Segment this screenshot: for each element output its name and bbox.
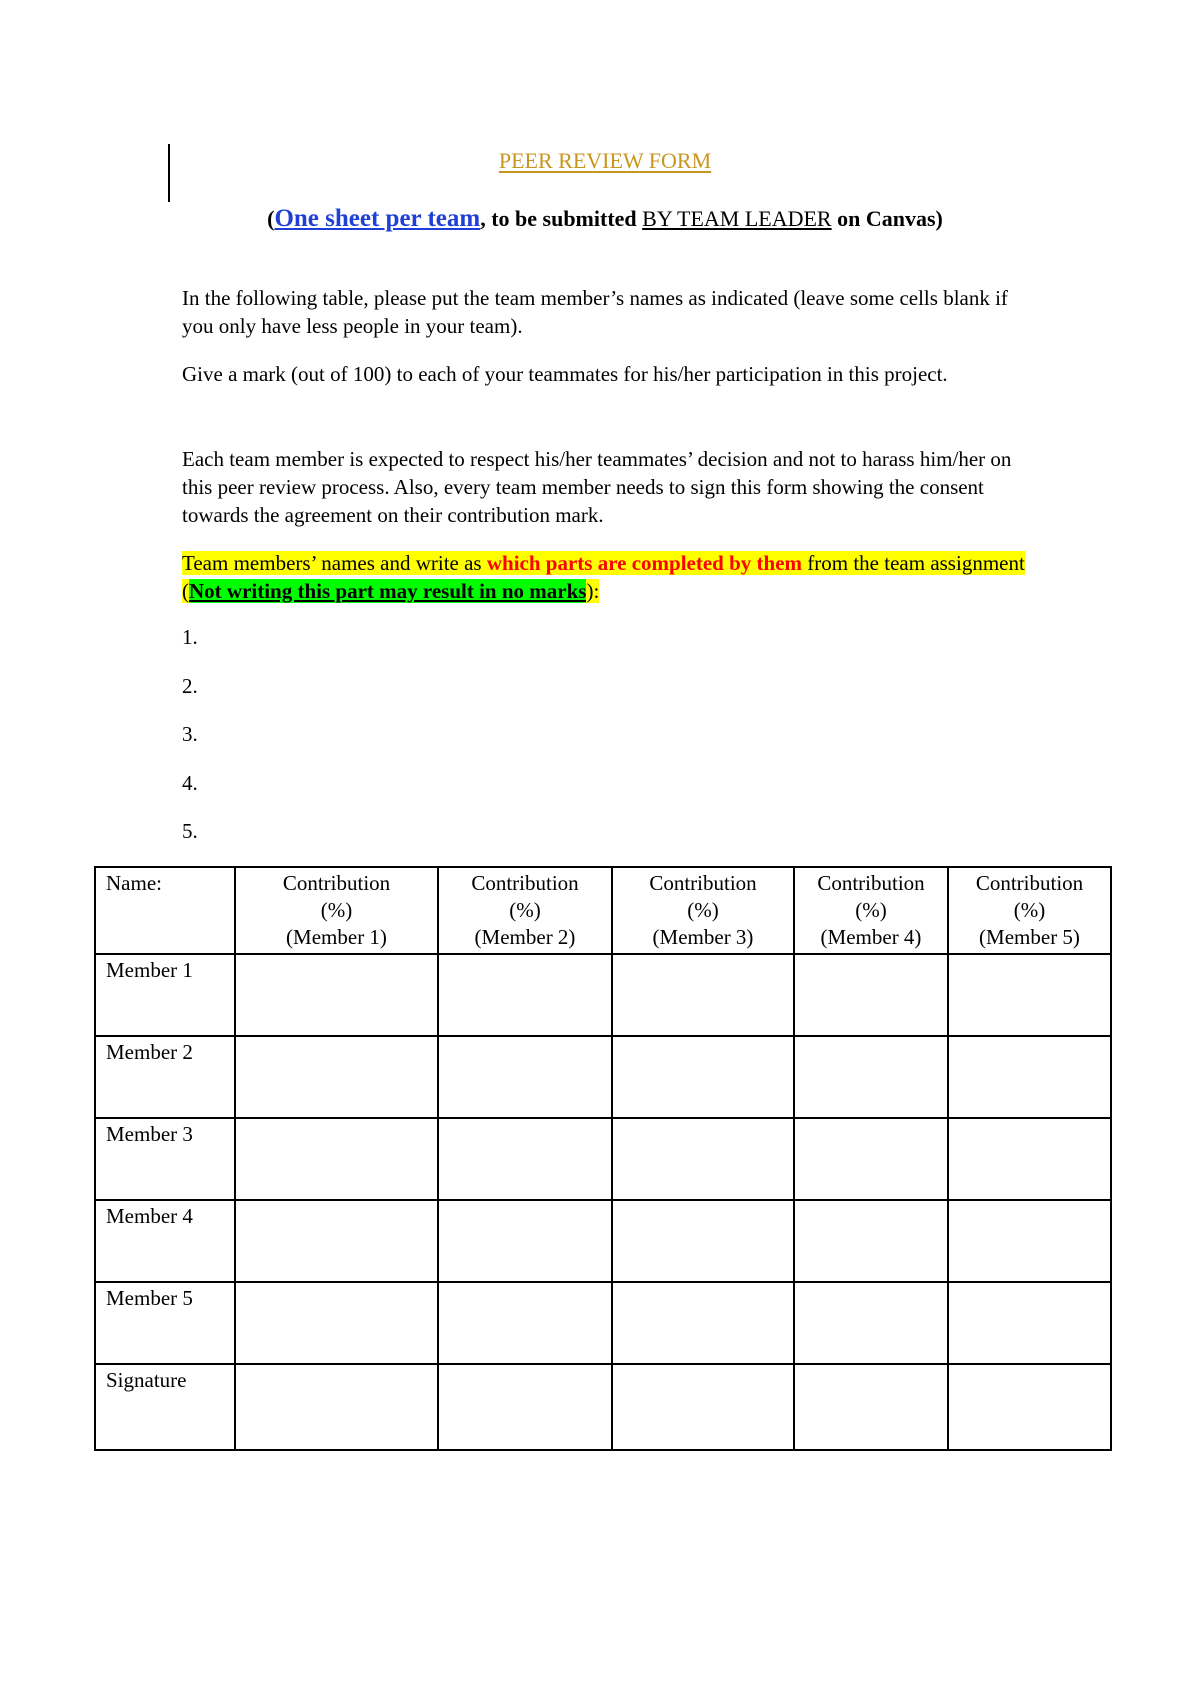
list-item: 2. — [182, 673, 198, 698]
row-label: Member 1 — [95, 954, 235, 1036]
name-header: Name: — [95, 867, 235, 954]
row-label: Member 5 — [95, 1282, 235, 1364]
contribution-header: Contribution (%) (Member 5) — [948, 867, 1111, 954]
instructions-paragraph-2: Give a mark (out of 100) to each of your teammates for his/her participation in this project. — [182, 362, 948, 386]
row-label: Member 4 — [95, 1200, 235, 1282]
row-label: Member 2 — [95, 1036, 235, 1118]
highlight-green-text: Not writing this part may result in no marks — [189, 579, 587, 603]
list-item: 3. — [182, 722, 198, 746]
signature-cell[interactable] — [235, 1364, 438, 1450]
table-cell[interactable] — [948, 1282, 1111, 1364]
peer-review-table — [94, 866, 1112, 1451]
subtitle-emphasis: One sheet per team — [274, 205, 481, 232]
subtitle-underlined: BY TEAM LEADER — [642, 206, 832, 231]
table-row — [95, 1200, 1111, 1282]
contribution-header: Contribution (%) (Member 1) — [235, 867, 438, 954]
instructions-paragraph-3: Each team member is expected to respect his/her teammates’ decision and not to harass him/her on this peer review process. Also, every team member needs to sign this form showing the consent towards the agreement on their contribution mark. — [182, 447, 1012, 527]
table-row — [95, 1036, 1111, 1118]
table-cell[interactable] — [612, 1282, 794, 1364]
table-cell[interactable] — [235, 1200, 438, 1282]
row-label: Member 3 — [95, 1118, 235, 1200]
instructions-paragraph-1: In the following table, please put the team member’s names as indicated (leave some cells blank if you only have less people in your team). — [182, 286, 1008, 338]
contribution-header: Contribution (%) (Member 3) — [612, 867, 794, 954]
table-cell[interactable] — [948, 954, 1111, 1036]
table-cell[interactable] — [948, 1118, 1111, 1200]
table-cell[interactable] — [438, 1200, 612, 1282]
list-item: 4. — [182, 770, 198, 795]
table-cell[interactable] — [235, 1118, 438, 1200]
table-cell[interactable] — [235, 1036, 438, 1118]
table-cell[interactable] — [612, 1036, 794, 1118]
highlighted-instruction — [182, 549, 1032, 605]
table-header-row — [95, 867, 1111, 954]
table-row — [95, 954, 1111, 1036]
table-cell[interactable] — [794, 1200, 948, 1282]
signature-cell[interactable] — [948, 1364, 1111, 1450]
table-cell[interactable] — [794, 954, 948, 1036]
table-cell[interactable] — [438, 1036, 612, 1118]
list-item: 1. — [182, 625, 198, 649]
table-row — [95, 1118, 1111, 1200]
table-cell[interactable] — [948, 1200, 1111, 1282]
table-cell[interactable] — [235, 1282, 438, 1364]
numbered-list — [182, 625, 198, 868]
table-cell[interactable] — [612, 1118, 794, 1200]
contribution-header: Contribution (%) (Member 4) — [794, 867, 948, 954]
table-row — [95, 1282, 1111, 1364]
highlight-red-text: which parts are completed by them — [486, 551, 803, 575]
subtitle-mid: , to be submitted — [480, 206, 643, 231]
subtitle — [0, 205, 1200, 233]
table-cell[interactable] — [438, 1118, 612, 1200]
table-cell[interactable] — [438, 1282, 612, 1364]
table-cell[interactable] — [612, 1200, 794, 1282]
table-cell[interactable] — [948, 1036, 1111, 1118]
table-cell[interactable] — [794, 1282, 948, 1364]
list-item: 5. — [182, 819, 198, 843]
table-cell[interactable] — [612, 954, 794, 1036]
signature-cell[interactable] — [794, 1364, 948, 1450]
table-cell[interactable] — [794, 1036, 948, 1118]
highlight-part-1: Team members’ names and write as — [182, 551, 487, 575]
table-cell[interactable] — [438, 954, 612, 1036]
signature-row — [95, 1364, 1111, 1450]
signature-cell[interactable] — [612, 1364, 794, 1450]
subtitle-end: on Canvas) — [831, 206, 943, 231]
highlight-part-3: ): — [586, 579, 600, 603]
row-label: Signature — [95, 1364, 235, 1450]
subtitle-open: ( — [267, 206, 275, 231]
table-cell[interactable] — [235, 954, 438, 1036]
highlight-part-2: from the team assignment ( — [182, 551, 1025, 603]
contribution-header: Contribution (%) (Member 2) — [438, 867, 612, 954]
table-cell[interactable] — [794, 1118, 948, 1200]
page-title: PEER REVIEW FORM — [498, 148, 712, 173]
signature-cell[interactable] — [438, 1364, 612, 1450]
